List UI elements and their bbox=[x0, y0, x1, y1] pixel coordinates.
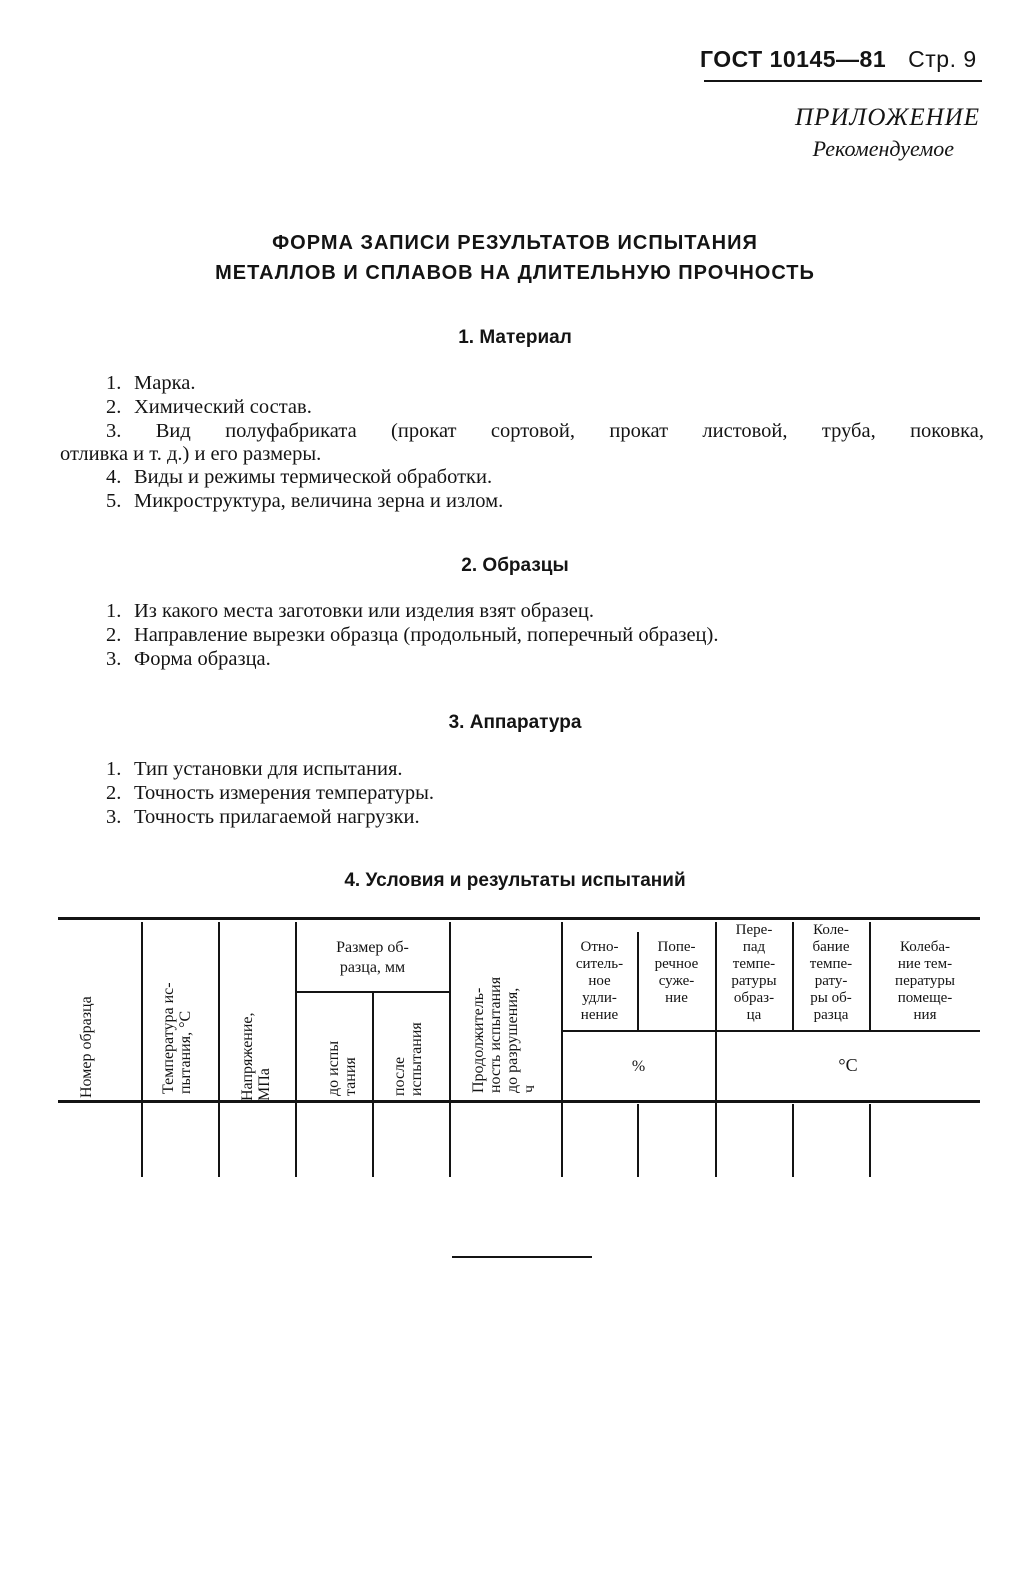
table-units-rule bbox=[562, 1030, 980, 1032]
list-item: 2. Точность измерения температуры. bbox=[106, 782, 434, 804]
unit-celsius: °С bbox=[838, 1055, 858, 1075]
section-heading-results: 4. Условия и результаты испытаний bbox=[344, 870, 686, 891]
header-duration-to-rupture: Продолжитель- ность испытания до разрушения, ч bbox=[470, 976, 538, 1093]
list-item: 4. Виды и режимы термической обработки. bbox=[106, 466, 493, 488]
document-title-line-2: МЕТАЛЛОВ И СПЛАВОВ НА ДЛИТЕЛЬНУЮ ПРОЧНОСТЬ bbox=[215, 262, 815, 284]
list-item: 2. Направление вырезки образца (продольный, поперечный образец). bbox=[106, 624, 719, 646]
header-reduction-of-area: Попе- речное суже- ние bbox=[654, 939, 699, 1006]
section-heading-samples: 2. Образцы bbox=[461, 555, 569, 576]
document-title-line-1: ФОРМА ЗАПИСИ РЕЗУЛЬТАТОВ ИСПЫТАНИЯ bbox=[272, 232, 758, 254]
header-stress: Напряжение, МПа bbox=[239, 1012, 273, 1101]
page-number: Стр. 9 bbox=[908, 46, 977, 72]
list-item: 5. Микроструктура, величина зерна и излом. bbox=[106, 490, 504, 512]
appendix-title: ПРИЛОЖЕНИЕ bbox=[795, 104, 980, 131]
header-sample-temperature-fluctuation: Коле- бание темпе- рату- ры об- разца bbox=[809, 922, 853, 1023]
appendix-subtitle: Рекомендуемое bbox=[812, 136, 954, 161]
header-relative-elongation: Отно- ситель- ное удли- нение bbox=[575, 939, 624, 1023]
table-column-divider bbox=[637, 1104, 639, 1177]
list-item: 1. Марка. bbox=[106, 372, 196, 394]
document-code bbox=[700, 46, 977, 73]
table-column-divider bbox=[449, 922, 451, 1177]
section-heading-material: 1. Материал bbox=[458, 327, 572, 348]
header-test-temperature: Температура ис- пытания, °С bbox=[160, 982, 194, 1094]
table-column-divider bbox=[869, 1104, 871, 1177]
header-sample-size: Размер об- разца, мм bbox=[336, 939, 409, 976]
table-column-divider bbox=[141, 922, 143, 1177]
list-item-continuation: отливка и т. д.) и его размеры. bbox=[60, 443, 322, 465]
header-rule bbox=[704, 80, 982, 82]
header-sample-temperature-drop: Пере- пад темпе- ратуры образ- ца bbox=[731, 922, 777, 1023]
list-item: 3. Точность прилагаемой нагрузки. bbox=[106, 806, 420, 828]
header-sample-number: Номер образца bbox=[78, 996, 95, 1098]
list-item: 2. Химический состав. bbox=[106, 396, 312, 418]
table-column-divider bbox=[372, 993, 374, 1177]
list-item: 3. Форма образца. bbox=[106, 648, 271, 670]
section-heading-apparatus: 3. Аппаратура bbox=[448, 712, 582, 733]
table-column-divider bbox=[218, 922, 220, 1177]
header-size-after-test: после испытания bbox=[391, 1022, 425, 1096]
table-column-divider bbox=[792, 1104, 794, 1177]
gost-number: ГОСТ 10145—81 bbox=[700, 46, 887, 72]
unit-percent: % bbox=[631, 1058, 646, 1075]
table-header-bottom-rule bbox=[58, 1100, 980, 1103]
list-item: 1. Тип установки для испытания. bbox=[106, 758, 403, 780]
footer-rule bbox=[452, 1256, 592, 1258]
table-top-rule bbox=[58, 917, 980, 920]
list-item: 3. Вид полуфабриката (прокат сортовой, прокат листовой, труба, поковка, bbox=[106, 420, 985, 442]
header-size-before-test: до испы тания bbox=[325, 1040, 359, 1096]
list-item: 1. Из какого места заготовки или изделия взят образец. bbox=[106, 600, 594, 622]
header-room-temperature-fluctuation: Колеба- ние тем- пературы помеще- ния bbox=[895, 939, 955, 1023]
